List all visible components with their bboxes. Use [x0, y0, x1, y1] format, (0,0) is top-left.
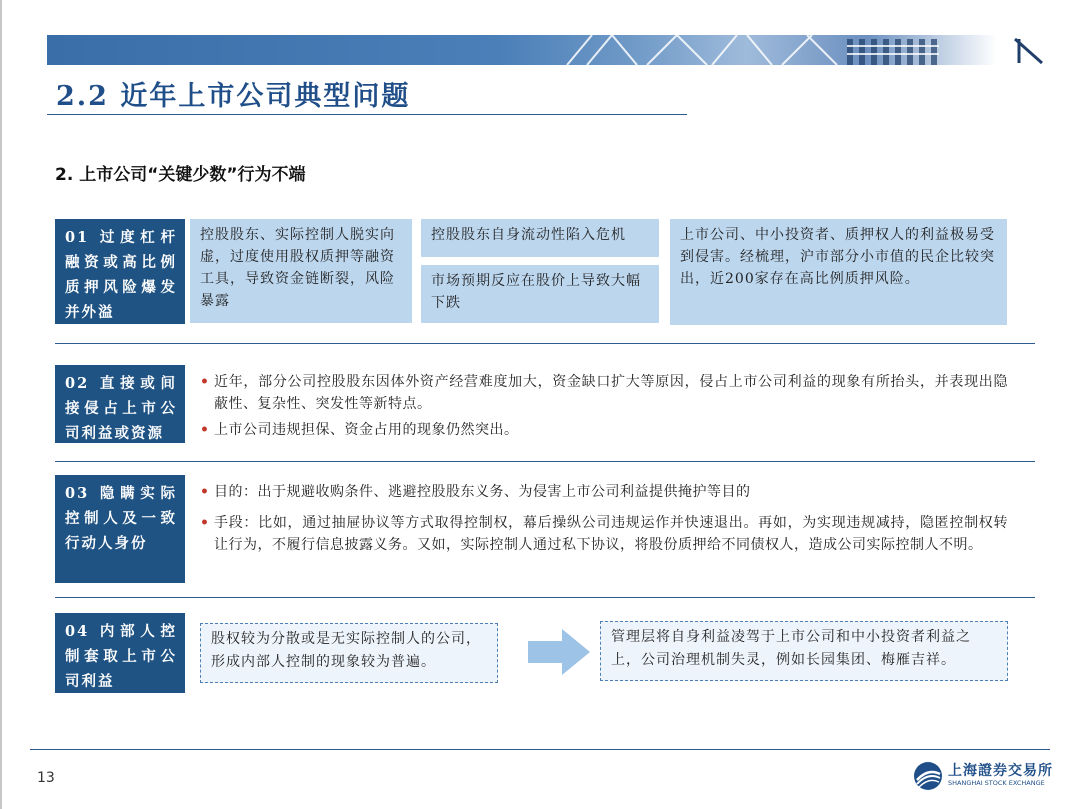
page-number: 13: [37, 770, 55, 786]
section-02-bullets: [200, 371, 1008, 441]
bullet-text: 上市公司违规担保、资金占用的现象仍然突出。: [214, 422, 519, 438]
section-01-box-cause: 控股股东、实际控制人脱实向虚，过度使用股权质押等融资工具，导致资金链断裂，风险暴露: [190, 219, 412, 323]
sse-logo-icon: [912, 760, 944, 792]
section-04-label: 04 内部人控制套取上市公司利益: [55, 613, 185, 693]
title-underline: [47, 114, 687, 115]
sse-logo-cn: 上海證券交易所: [948, 763, 1053, 779]
banner-building-graphic: [47, 35, 1047, 65]
left-border: [0, 0, 2, 809]
section-04-box-cause: 股权较为分散或是无实际控制人的公司，形成内部人控制的现象较为普遍。: [200, 623, 498, 683]
list-item: [200, 419, 1008, 441]
section-divider: [55, 461, 1035, 462]
bullet-marker: •: [200, 515, 210, 531]
section-01-label: 01 过度杠杆融资或高比例质押风险爆发并外溢: [55, 219, 185, 324]
footer-divider: [30, 749, 1050, 750]
header-banner: [47, 35, 1047, 65]
sse-logo-en: SHANGHAI STOCK EXCHANGE: [948, 779, 1045, 787]
bullet-text: 近年，部分公司控股股东因体外资产经营难度加大，资金缺口扩大等原因，侵占上市公司利益的现象有所抬头，并表现出隐蔽性、复杂性、突发性等新特点。: [214, 374, 1008, 412]
list-item: [200, 371, 1008, 415]
section-heading: 2. 上市公司“关键少数”行为不端: [55, 165, 306, 185]
sse-logo: [912, 760, 1052, 792]
section-04-box-effect: 管理层将自身利益凌驾于上市公司和中小投资者利益之上，公司治理机制失灵，例如长园集团、梅雁吉祥。: [600, 621, 1008, 681]
right-arrow-icon: [528, 627, 592, 677]
section-01-box-impact: 上市公司、中小投资者、质押权人的利益极易受到侵害。经梳理，沪市部分小市值的民企比较突出，近200家存在高比例质押风险。: [670, 219, 1007, 325]
section-01-box-market: 市场预期反应在股价上导致大幅下跌: [421, 265, 659, 323]
section-02-label: 02 直接或间接侵占上市公司利益或资源: [55, 365, 185, 443]
bullet-text: 手段：比如，通过抽屉协议等方式取得控制权，幕后操纵公司违规运作并快速退出。再如，为实现违规减持，隐匿控制权转让行为，不履行信息披露义务。又如，实际控制人通过私下协议，将股份质押给不同债权人，造成公司实际控制人不明。: [214, 515, 1008, 553]
bullet-marker: •: [200, 422, 210, 438]
section-divider: [55, 343, 1035, 344]
list-item: [200, 481, 1008, 503]
list-item: [200, 512, 1008, 556]
section-03-label: 03 隐瞒实际控制人及一致行动人身份: [55, 475, 185, 583]
section-divider: [55, 597, 1035, 598]
bullet-marker: •: [200, 484, 210, 500]
section-01-box-liquidity: 控股股东自身流动性陷入危机: [421, 219, 659, 257]
bullet-marker: •: [200, 374, 210, 390]
section-03-bullets: [200, 481, 1008, 556]
bullet-text: 目的：出于规避收购条件、逃避控股股东义务、为侵害上市公司利益提供掩护等目的: [214, 484, 751, 500]
page-title: 2.2 近年上市公司典型问题: [56, 81, 411, 112]
